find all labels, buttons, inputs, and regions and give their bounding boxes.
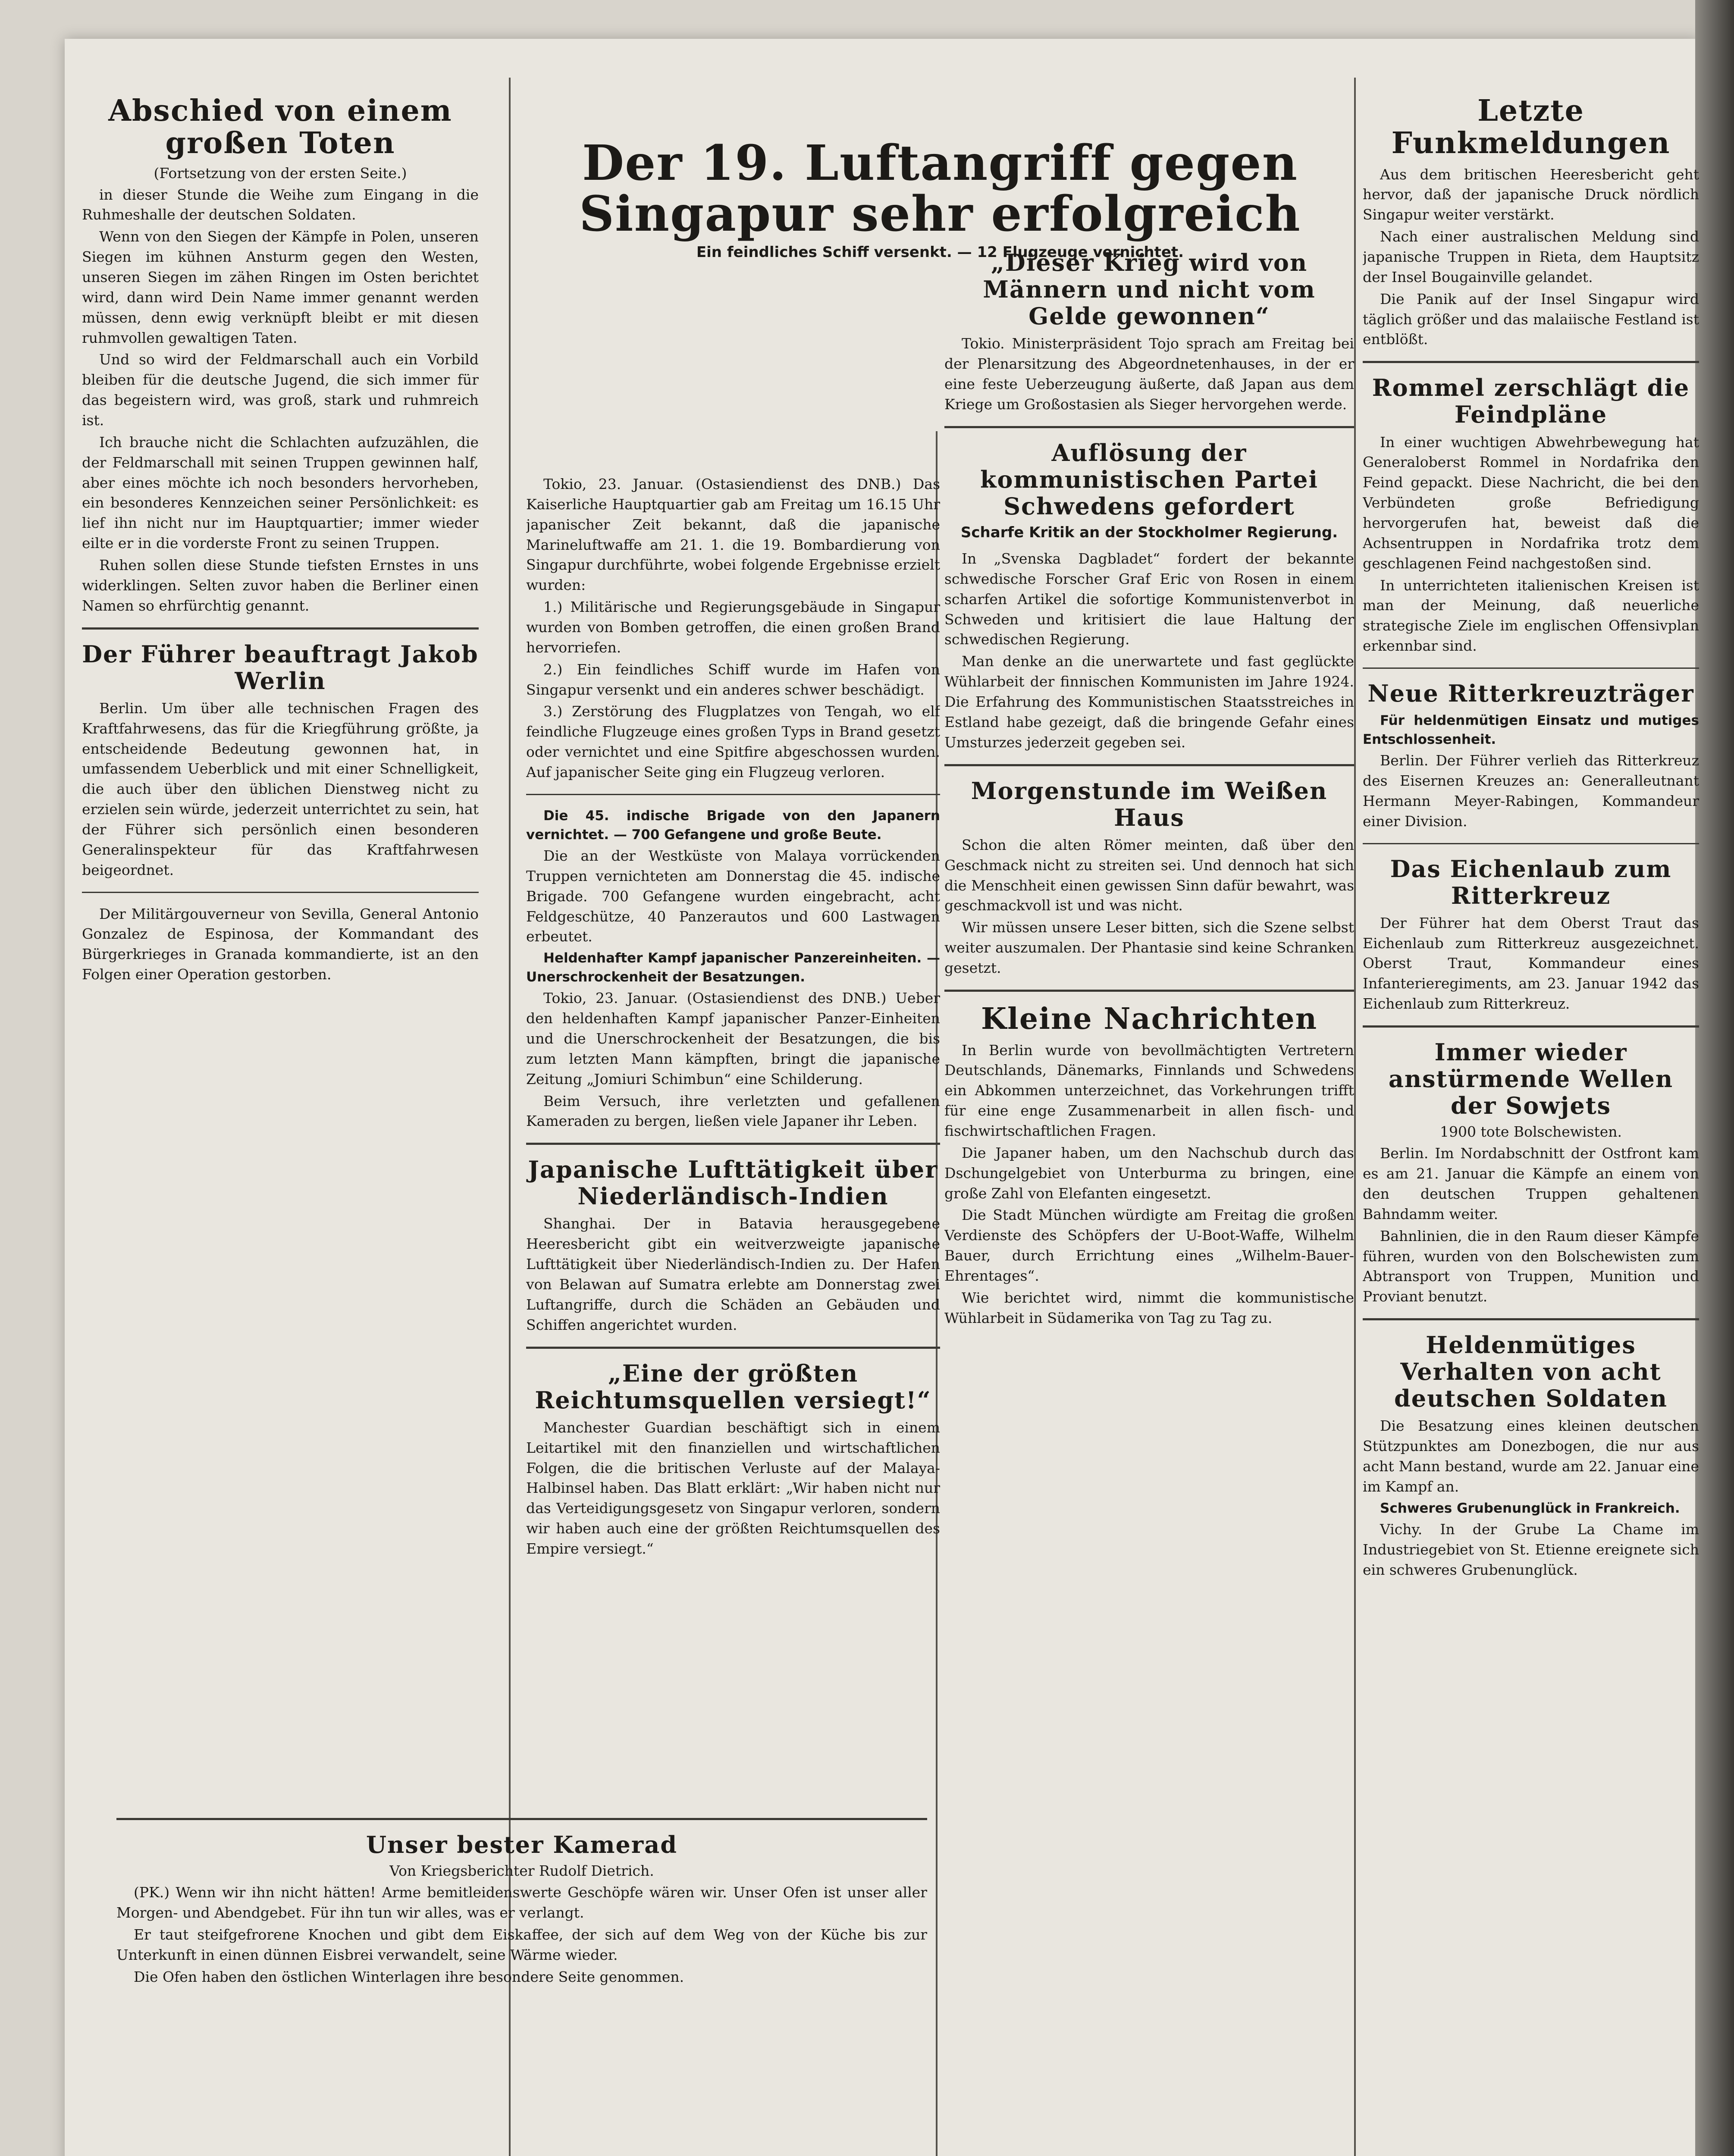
subhead: Heldenhafter Kampf japanischer Panzereinheiten. — Unerschrockenheit der Besatzungen. bbox=[526, 950, 940, 985]
article-headline-schweden: Auflösung der kommunistischen Partei Schwedens gefordert bbox=[980, 439, 1318, 520]
paragraph: in dieser Stunde die Weihe zum Eingang in die Ruhmeshalle der deutschen Soldaten. bbox=[82, 186, 479, 223]
paragraph: Ich brauche nicht die Schlachten aufzuzählen, die der Feldmarschall mit seinen Truppen gewinnen half, aber eines möchte ich noch besonders hervorheben, ein besonderes Kennzeichen seiner Persönlichkeit: es lief ihn nicht nur im Hauptquartier; immer wieder eilte er in die vorderste Front zu seinen Truppen. bbox=[82, 433, 479, 552]
divider bbox=[82, 627, 479, 630]
divider bbox=[526, 794, 940, 795]
paragraph: In unterrichteten italienischen Kreisen ist man der Meinung, daß neuerliche strategische Ziele im englischen Offensivplan erkennbar sind. bbox=[1363, 577, 1699, 655]
brigade-subhead: Die 45. indische Brigade von den Japanern vernichtet. — 700 Gefangene und große Beute. bbox=[526, 808, 940, 843]
paragraph: Vichy. In der Grube La Chame im Industriegebiet von St. Etienne ereignete sich ein schweres Grubenunglück. bbox=[1363, 1520, 1699, 1578]
article-headline-eichenlaub: Das Eichenlaub zum Ritterkreuz bbox=[1390, 855, 1672, 909]
divider bbox=[526, 1347, 940, 1349]
paragraph: Die Besatzung eines kleinen deutschen Stützpunktes am Donezbogen, die nur aus acht Mann bestand, wurde am 22. Januar eine im Kampf an. bbox=[1363, 1417, 1699, 1495]
article-continuation: (Fortsetzung von der ersten Seite.) bbox=[154, 164, 407, 182]
paragraph: Berlin. Der Führer verlieh das Ritterkreuz des Eisernen Kreuzes an: Generalleutnant Hermann Meyer-Rabingen, Kommandeur einer Division. bbox=[1363, 752, 1699, 830]
scan-edge bbox=[1695, 0, 1734, 2156]
paragraph: Beim Versuch, ihre verletzten und gefallenen Kameraden zu bergen, ließen viele Japaner ihr Leben. bbox=[526, 1092, 940, 1130]
paragraph: Tokio, 23. Januar. (Ostasiendienst des DNB.) Ueber den heldenhaften Kampf japanischer Panzer-Einheiten und die Unerschrockenheit der Besatzungen, die bis zum letzten Mann kämpften, bringt die japanische Zeitung „Jomiuri Schimbun“ eine Schilderung. bbox=[526, 990, 940, 1087]
paragraph: Und so wird der Feldmarschall auch ein Vorbild bleiben für die deutsche Jugend, die sich immer für das begeistern wird, was groß, stark und ruhmreich ist. bbox=[82, 351, 479, 429]
paragraph: In Berlin wurde von bevollmächtigten Vertretern Deutschlands, Dänemarks, Finnlands und Schwedens ein Abkommen unterzeichnet, das Vorkehrungen trifft für eine enge Zusammenarbeit in allen fisch- und fischwirtschaftlichen Fragen. bbox=[944, 1041, 1354, 1140]
paragraph: Die Ofen haben den östlichen Winterlagen ihre besondere Seite genommen. bbox=[134, 1968, 684, 1985]
paragraph: In „Svenska Dagbladet“ fordert der bekannte schwedische Forscher Graf Eric von Rosen in einem scharfen Artikel die sofortige Kommunistenverbot in Schweden und kritisiert die laue Haltung der schwedischen Regierung. bbox=[944, 550, 1354, 648]
paragraph: Die Japaner haben, um den Nachschub durch das Dschungelgebiet von Unterburma zu bringen, eine große Zahl von Elefanten eingesetzt. bbox=[944, 1144, 1354, 1202]
article-headline-wellen: Immer wieder anstürmende Wellen der Sowjets bbox=[1388, 1038, 1674, 1120]
divider bbox=[944, 764, 1354, 766]
lead-subheadline: Ein feindliches Schiff versenkt. — 12 Flugzeuge vernichtet. bbox=[696, 244, 1184, 261]
paragraph: (PK.) Wenn wir ihn nicht hätten! Arme bemitleidenswerte Geschöpfe wären wir. Unser Ofen ist unser aller Morgen- und Abendgebet. Für ihn tun wir alles, was er verlangt. bbox=[116, 1884, 927, 1921]
paragraph: Manchester Guardian beschäftigt sich in einem Leitartikel mit den finanziellen und wirtschaftlichen Folgen, die die britischen Verluste auf der Malaya-Halbinsel haben. Das Blatt erklärt: „Wir haben nicht nur das Verteidigungsgesetz von Singapur verloren, sondern wir haben auch eine der größten Reichtumsquellen des Empire versiegt.“ bbox=[526, 1419, 940, 1557]
paragraph: Berlin. Um über alle technischen Fragen des Kraftfahrwesens, das für die Kriegführung größte, ja entscheidende Bedeutung gewonnen hat, in umfassendem Ueberblick und mit einer Schnelligkeit, die auch über den üblichen Dienstweg nicht zu erzielen sein würde, jederzeit unterrichtet zu sein, hat der Führer sich persönlich einen besonderen Generalinspekteur für das Kraftfahrwesen beigeordnet. bbox=[82, 699, 479, 878]
divider bbox=[1363, 667, 1699, 669]
column-2 bbox=[526, 474, 940, 1561]
paragraph: Nach einer australischen Meldung sind japanische Truppen in Rieta, dem Hauptsitz der Insel Bougainville gelandet. bbox=[1363, 228, 1699, 285]
byline: Von Kriegsberichter Rudolf Dietrich. bbox=[389, 1862, 654, 1880]
article-headline-helden: Heldenmütiges Verhalten von acht deutschen Soldaten bbox=[1394, 1331, 1668, 1413]
divider bbox=[944, 426, 1354, 428]
article-headline-funkmeldungen: Letzte Funkmeldungen bbox=[1391, 94, 1671, 160]
paragraph: Man denke an die unerwartete und fast geglückte Wühlarbeit der finnischen Kommunisten im Jahre 1924. Die Erfahrung des Kommunistischen Staatsstreiches in Estland habe gezeigt, daß die bringende Gefahr eines Umsturzes jederzeit gegeben sei. bbox=[944, 653, 1354, 751]
article-headline-reichtum: „Eine der größten Reichtumsquellen versiegt!“ bbox=[535, 1359, 931, 1414]
paragraph: Wenn von den Siegen der Kämpfe in Polen, unseren Siegen im kühnen Ansturm gegen den Westen, unseren Siegen im zähen Ringen im Osten berichtet wird, dann wird Dein Name immer genannt werden müssen, denn ewig verknüpft bleibt er mit diesen ruhmvollen gewaltigen Taten. bbox=[82, 228, 479, 346]
subheadline: 1900 tote Bolschewisten. bbox=[1439, 1123, 1622, 1141]
article-headline-kamerad: Unser bester Kamerad bbox=[366, 1831, 678, 1858]
column-3 bbox=[944, 241, 1354, 1330]
paragraph: Aus dem britischen Heeresbericht geht hervor, daß der japanische Druck nördlich Singapur weiter verstärkt. bbox=[1363, 166, 1699, 223]
column-4 bbox=[1363, 86, 1699, 1582]
article-headline-abschied: Abschied von einem großen Toten bbox=[108, 94, 452, 160]
paragraph: Die Panik auf der Insel Singapur wird täglich größer und das malaiische Festland ist entblößt. bbox=[1363, 290, 1699, 348]
paragraph: Die Stadt München würdigte am Freitag die großen Verdienste des Schöpfers der U-Boot-Waffe, Wilhelm Bauer, durch Errichtung eines „Wilhelm-Bauer-Ehrentages“. bbox=[944, 1206, 1354, 1285]
paragraph: In einer wuchtigen Abwehrbewegung hat Generaloberst Rommel in Nordafrika den Feind gepackt. Diese Nachricht, die bei den Verbündeten große Befriedigung hervorgerufen hat, beweist daß die Achsentruppen in Nordafrika trotz dem geschlagenen Feind nachgestoßen sind. bbox=[1363, 433, 1699, 572]
paragraph: Bahnlinien, die in den Raum dieser Kämpfe führen, wurden von den Bolschewisten zum Abtransport von Truppen, Munition und Proviant benutzt. bbox=[1363, 1227, 1699, 1305]
paragraph: Shanghai. Der in Batavia herausgegebene Heeresbericht gibt ein weitverzweigte japanische Lufttätigkeit über Niederländisch-Indien zu. Der Hafen von Belawan auf Sumatra erlebte am Donnerstag zwei Luftangriffe, durch die Schäden an Gebäuden und Schiffen angerichtet wurden. bbox=[526, 1215, 940, 1333]
column-1 bbox=[82, 86, 479, 987]
paragraph: Tokio, 23. Januar. (Ostasiendienst des DNB.) Das Kaiserliche Hauptquartier gab am Freitag um 16.15 Uhr japanischer Zeit bekannt, daß die japanische Marineluftwaffe am 21. 1. die 19. Bombardierung von Singapur durchführte, wobei folgende Ergebnisse erzielt wurden: bbox=[526, 476, 940, 594]
lead-headline: Der 19. Luftangriff gegen Singapur sehr erfolgreich bbox=[579, 135, 1301, 242]
divider bbox=[116, 1818, 927, 1820]
article-headline-ritterkreuz: Neue Ritterkreuzträger bbox=[1367, 679, 1694, 707]
article-headline-lufttaetigkeit: Japanische Lufttätigkeit über Niederländisch-Indien bbox=[528, 1156, 938, 1210]
paragraph: Wir müssen unsere Leser bitten, sich die Szene selbst weiter auszumalen. Der Phantasie sind keine Schranken gesetzt. bbox=[944, 919, 1354, 976]
column-rule bbox=[1354, 78, 1356, 2156]
paragraph: Wie berichtet wird, nimmt die kommunistische Wühlarbeit in Südamerika von Tag zu Tag zu. bbox=[944, 1289, 1354, 1326]
subhead: Für heldenmütigen Einsatz und mutiges Entschlossenheit. bbox=[1363, 713, 1699, 748]
subheadline: Scharfe Kritik an der Stockholmer Regierung. bbox=[960, 524, 1338, 541]
divider bbox=[944, 990, 1354, 992]
divider bbox=[1363, 361, 1699, 363]
divider bbox=[82, 892, 479, 893]
paragraph: 1.) Militärische und Regierungsgebäude in Singapur wurden von Bomben getroffen, die einen großen Brand hervorriefen. bbox=[526, 599, 940, 656]
paragraph: 3.) Zerstörung des Flugplatzes von Tengah, wo elf feindliche Flugzeuge eines großen Typs in Brand gesetzt oder vernichtet und eine Spitfire abgeschossen wurden. Auf japanischer Seite ging ein Flugzeug verloren. bbox=[526, 703, 940, 781]
paragraph: Die an der Westküste von Malaya vorrückenden Truppen vernichteten am Donnerstag die 45. indische Brigade. 700 Gefangene wurden eingebracht, acht Feldgeschütze, 40 Panzerautos und 600 Lastwagen erbeutet. bbox=[526, 847, 940, 945]
paragraph: Schon die alten Römer meinten, daß über den Geschmack nicht zu streiten sei. Und dennoch hat sich die Menschheit einen gewissen Sinn dafür bewahrt, was geschmackvoll ist und was nicht. bbox=[944, 836, 1354, 914]
divider bbox=[1363, 1318, 1699, 1320]
divider bbox=[1363, 1025, 1699, 1028]
subhead: Schweres Grubenunglück in Frankreich. bbox=[1380, 1500, 1680, 1516]
divider bbox=[1363, 843, 1699, 844]
paragraph: 2.) Ein feindliches Schiff wurde im Hafen von Singapur versenkt und ein anderes schwer beschädigt. bbox=[526, 661, 940, 698]
article-headline-fuehrer: Der Führer beauftragt Jakob Werlin bbox=[82, 640, 479, 695]
article-headline-kleine-nachrichten: Kleine Nachrichten bbox=[981, 1001, 1318, 1036]
kamerad-article bbox=[116, 1807, 927, 1989]
paragraph: Berlin. Im Nordabschnitt der Ostfront kam es am 21. Januar die Kämpfe an einem von den deutschen Truppen gehaltenen Bahndamm weiter. bbox=[1363, 1145, 1699, 1222]
paragraph: Er taut steifgefrorene Knochen und gibt dem Eiskaffee, der sich auf dem Weg von der Küche bis zur Unterkunft in einen dünnen Eisbrei verwandelt, seine Wärme wieder. bbox=[116, 1926, 927, 1963]
paragraph: Ruhen sollen diese Stunde tiefsten Ernstes in uns widerklingen. Selten zuvor haben die Berliner einen Namen so ehrfürchtig genannt. bbox=[82, 557, 479, 614]
paragraph: Der Führer hat dem Oberst Traut das Eichenlaub zum Ritterkreuz ausgezeichnet. Oberst Traut, Kommandeur eines Infanterieregiments, am 23. Januar 1942 das Eichenlaub zum Ritterkreuz. bbox=[1363, 914, 1699, 1012]
paragraph: Tokio. Ministerpräsident Tojo sprach am Freitag bei der Plenarsitzung des Abgeordnetenhauses, in der er eine feste Ueberzeugung äußerte, daß Japan aus dem Kriege um Großostasien als Sieger hervorgehen werde. bbox=[944, 335, 1354, 413]
divider bbox=[526, 1143, 940, 1145]
article-headline-morgen: Morgenstunde im Weißen Haus bbox=[971, 777, 1328, 831]
article-headline-krieg: „Dieser Krieg wird von Männern und nicht vom Gelde gewonnen“ bbox=[983, 249, 1316, 330]
article-headline-rommel: Rommel zerschlägt die Feindpläne bbox=[1372, 374, 1690, 429]
paragraph: Der Militärgouverneur von Sevilla, General Antonio Gonzalez de Espinosa, der Kommandant des Bürgerkrieges in Granada kommandierte, ist an den Folgen einer Operation gestorben. bbox=[82, 905, 479, 983]
